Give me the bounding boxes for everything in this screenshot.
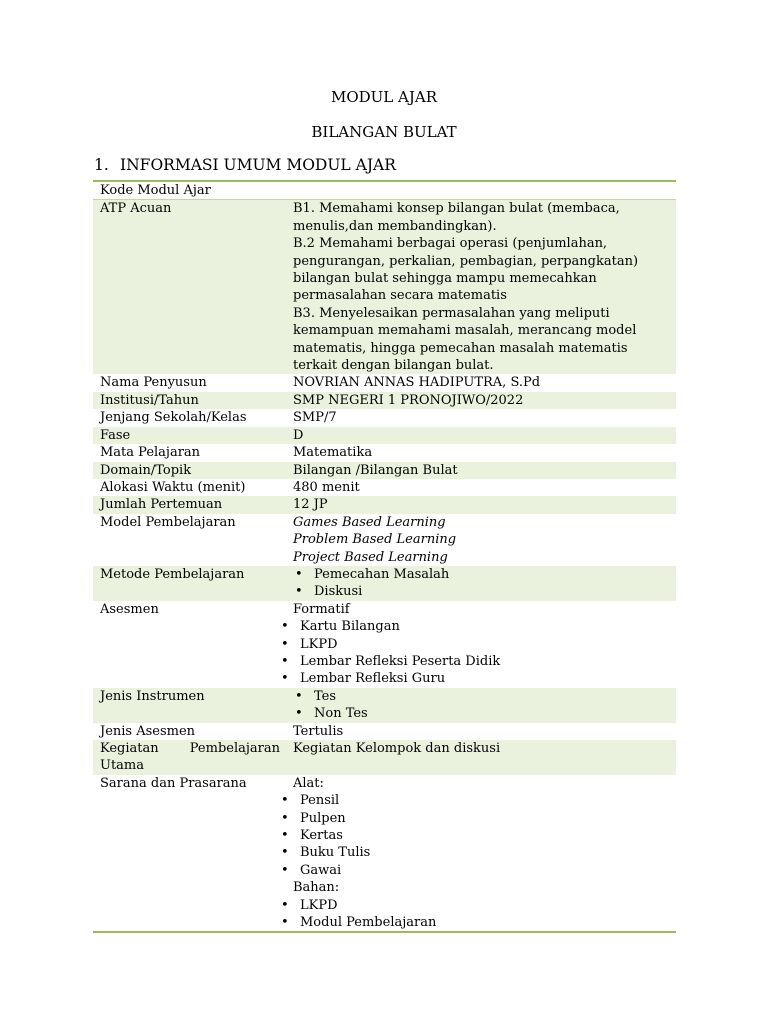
table-row <box>93 444 676 461</box>
table-row <box>93 566 676 601</box>
row-label: Mata Pelajaran <box>100 445 201 461</box>
table-row <box>93 200 676 375</box>
table-row <box>93 688 676 723</box>
bahan-heading: Bahan: <box>293 880 340 896</box>
list-item: • Modul Pembelajaran <box>279 914 670 931</box>
table-row <box>93 409 676 426</box>
row-label: ATP Acuan <box>93 200 286 375</box>
instrumen-list <box>293 688 670 723</box>
row-value <box>286 688 676 723</box>
table-row <box>93 601 676 688</box>
list-item: • Pemecahan Masalah <box>293 566 670 583</box>
row-value <box>286 200 676 375</box>
list-item: • LKPD <box>279 636 670 653</box>
model-item: Games Based Learning <box>293 514 446 530</box>
atp-line: B.2 Memahami berbagai operasi (penjumlahan, pengurangan, perkalian, pembagian, perpangkatan) bilangan bulat sehingga mampu memecahkan permasalahan secara matematis <box>293 236 639 304</box>
table-row <box>93 427 676 444</box>
table-row <box>93 392 676 409</box>
row-value <box>286 566 676 601</box>
list-item: • Kertas <box>279 827 670 844</box>
table-row <box>93 775 676 933</box>
row-label: Model Pembelajaran <box>100 514 236 530</box>
row-value: Bilangan /Bilangan Bulat <box>286 462 676 479</box>
table-row <box>93 496 676 513</box>
metode-list <box>293 566 670 601</box>
row-value <box>286 514 676 566</box>
kegiatan-label-line: Kegiatan Pembelajaran <box>100 741 280 756</box>
table-row <box>93 723 676 740</box>
row-label: Nama Penyusun <box>100 375 207 391</box>
row-label: Metode Pembelajaran <box>93 566 286 601</box>
atp-line: B3. Menyelesaikan permasalahan yang meliputi kemampuan memahami masalah, merancang model matematis, hingga pemecahan masalah matematis terkait dengan bilangan bulat. <box>293 305 637 374</box>
list-item: • LKPD <box>279 897 670 914</box>
list-item: • Lembar Refleksi Peserta Didik <box>279 653 670 670</box>
row-label: Jenjang Sekolah/Kelas <box>100 410 247 426</box>
row-value: Tertulis <box>293 723 344 739</box>
row-label: Fase <box>93 427 286 444</box>
list-item: • Buku Tulis <box>279 844 670 861</box>
row-value <box>286 601 676 688</box>
list-item: • Diskusi <box>293 583 670 600</box>
row-label: Asesmen <box>100 601 159 617</box>
document-subtitle: BILANGAN BULAT <box>311 123 457 141</box>
table-row <box>93 181 676 200</box>
list-item: • Lembar Refleksi Guru <box>279 670 670 687</box>
asesmen-heading: Formatif <box>293 601 350 617</box>
model-item: Project Based Learning <box>293 549 448 565</box>
section-heading <box>94 156 396 174</box>
row-value: SMP/7 <box>293 410 337 426</box>
table-row <box>93 740 676 775</box>
bahan-list <box>293 897 670 932</box>
model-item: Problem Based Learning <box>293 532 457 548</box>
list-item: • Tes <box>293 688 670 705</box>
kegiatan-label-line: Utama <box>100 758 145 774</box>
row-value <box>286 181 676 200</box>
list-item: • Kartu Bilangan <box>279 618 670 635</box>
row-value: D <box>286 427 676 444</box>
row-label <box>93 740 286 775</box>
row-label: Alokasi Waktu (menit) <box>100 479 246 495</box>
list-item: • Pensil <box>279 792 670 809</box>
row-value: 480 menit <box>293 479 360 495</box>
row-label: Jenis Asesmen <box>100 723 196 739</box>
row-label: Kode Modul Ajar <box>93 181 286 200</box>
row-value <box>286 775 676 933</box>
row-value: SMP NEGERI 1 PRONOJIWO/2022 <box>286 392 676 409</box>
section-number: 1. <box>94 156 109 174</box>
row-label: Jenis Instrumen <box>93 688 286 723</box>
list-item: • Gawai <box>279 862 670 879</box>
list-item: • Non Tes <box>293 705 670 722</box>
atp-line: B1. Memahami konsep bilangan bulat (membaca, menulis,dan membandingkan). <box>293 201 620 234</box>
row-value: 12 JP <box>286 496 676 513</box>
table-row <box>93 374 676 391</box>
section-title: INFORMASI UMUM MODUL AJAR <box>120 156 396 174</box>
alat-list <box>293 792 670 879</box>
row-value: Matematika <box>293 445 373 461</box>
document-title: MODUL AJAR <box>330 88 438 106</box>
list-item: • Pulpen <box>279 810 670 827</box>
row-value: NOVRIAN ANNAS HADIPUTRA, S.Pd <box>293 375 541 391</box>
table-row <box>93 514 676 566</box>
info-table <box>93 180 676 933</box>
row-label: Institusi/Tahun <box>93 392 286 409</box>
row-label: Domain/Topik <box>93 462 286 479</box>
row-label: Sarana dan Prasarana <box>93 775 286 933</box>
row-label: Jumlah Pertemuan <box>93 496 286 513</box>
alat-heading: Alat: <box>293 775 324 791</box>
row-value: Kegiatan Kelompok dan diskusi <box>286 740 676 775</box>
table-row <box>93 479 676 496</box>
asesmen-list <box>293 618 670 688</box>
table-row <box>93 462 676 479</box>
